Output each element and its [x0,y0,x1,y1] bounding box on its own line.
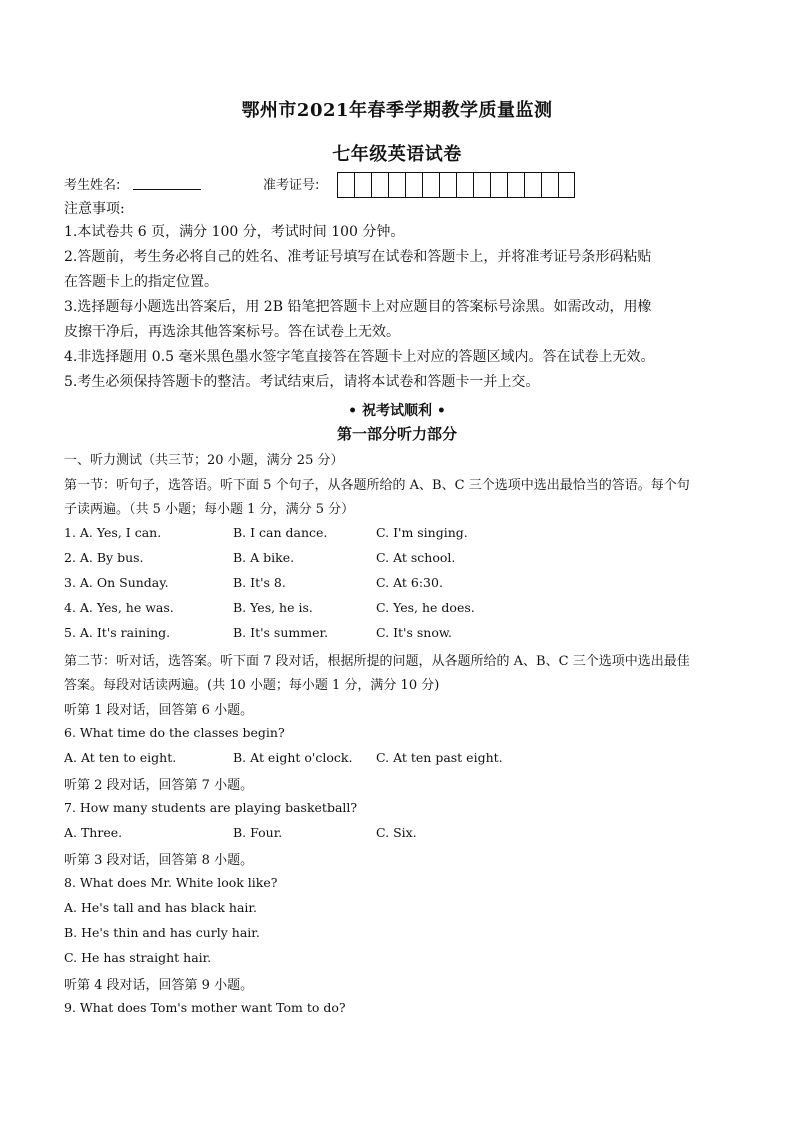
dialogue-3-prompt: 听第 3 段对话，回答第 8 小题。 [64,853,254,868]
question-6-option-a: A. At ten to eight. [64,750,177,765]
digit-box [524,172,541,198]
question-3-option-a: 3. A. On Sunday. [64,575,169,590]
question-4-option-c: C. Yes, he does. [376,600,475,615]
question-1-option-a: 1. A. Yes, I can. [64,525,162,540]
notice-heading: 注意事项: [64,201,125,217]
admission-number-boxes [337,172,575,198]
section-one-instructions-line-1: 第一节：听句子，选答语。听下面 5 个句子，从各题所给的 A、B、C 三个选项中选出最恰当的答语。每个句 [64,478,690,493]
dialogue-1-prompt: 听第 1 段对话，回答第 6 小题。 [64,703,254,718]
notice-item-3-line-2: 皮擦干净后，再选涂其他答案标号。答在试卷上无效。 [64,324,400,340]
question-8-option-a: A. He's tall and has black hair. [64,900,257,915]
question-2-option-a: 2. A. By bus. [64,550,144,565]
question-4-option-b: B. Yes, he is. [233,600,313,615]
digit-box [337,172,354,198]
notice-item-4: 4.非选择题用 0.5 毫米黑色墨水签字笔直接答在答题卡上对应的答题区域内。答在试卷上无效。 [64,349,655,365]
section-one-instructions-line-2: 子读两遍。（共 5 小题；每小题 1 分，满分 5 分） [64,502,355,517]
question-1-option-c: C. I'm singing. [376,525,468,540]
dialogue-4-prompt: 听第 4 段对话，回答第 9 小题。 [64,978,254,993]
question-4-option-a: 4. A. Yes, he was. [64,600,174,615]
dialogue-2-prompt: 听第 2 段对话，回答第 7 小题。 [64,778,254,793]
question-5-option-a: 5. A. It's raining. [64,625,171,640]
question-8-option-c: C. He has straight hair. [64,950,212,965]
good-luck-wish: • 祝考试顺利 • [348,403,446,419]
exam-subtitle: 七年级英语试卷 [332,144,462,165]
notice-item-1: 1.本试卷共 6 页，满分 100 分，考试时间 100 分钟。 [64,224,405,240]
notice-item-5: 5.考生必须保持答题卡的整洁。考试结束后，请将本试卷和答题卡一并上交。 [64,374,540,390]
question-9: 9. What does Tom's mother want Tom to do? [64,1000,346,1015]
question-3-option-b: B. It's 8. [233,575,286,590]
digit-box [456,172,473,198]
question-7: 7. How many students are playing basketball? [64,800,358,815]
question-8-option-b: B. He's thin and has curly hair. [64,925,260,940]
digit-box [558,172,575,198]
section-two-instructions-line-1: 第二节：听对话，选答案。听下面 7 段对话，根据所提的问题，从各题所给的 A、B、C 三个选项中选出最佳 [64,654,690,669]
notice-item-3-line-1: 3.选择题每小题选出答案后，用 2B 铅笔把答题卡上对应题目的答案标号涂黑。如需改动，用橡 [64,299,652,315]
notice-item-2-line-2: 在答题卡上的指定位置。 [64,274,218,290]
question-2-option-c: C. At school. [376,550,456,565]
digit-box [490,172,507,198]
question-6-option-b: B. At eight o'clock. [233,750,353,765]
question-3-option-c: C. At 6:30. [376,575,443,590]
notice-item-2-line-1: 2.答题前，考生务必将自己的姓名、准考证号填写在试卷和答题卡上，并将准考证号条形码粘贴 [64,249,652,265]
question-7-option-a: A. Three. [64,825,123,840]
exam-title: 鄂州市2021年春季学期教学质量监测 [241,100,553,121]
question-7-option-b: B. Four. [233,825,283,840]
digit-box [439,172,456,198]
candidate-name-blank [133,189,201,190]
digit-box [388,172,405,198]
question-7-option-c: C. Six. [376,825,417,840]
admission-number-label: 准考证号: [263,178,320,193]
digit-box [473,172,490,198]
question-2-option-b: B. A bike. [233,550,295,565]
question-1-option-b: B. I can dance. [233,525,328,540]
section-two-instructions-line-2: 答案。每段对话读两遍。(共 10 小题；每小题 1 分，满分 10 分) [64,678,440,693]
digit-box [354,172,371,198]
part-one-title: 第一部分听力部分 [336,425,457,443]
question-6-option-c: C. At ten past eight. [376,750,503,765]
question-6: 6. What time do the classes begin? [64,725,285,740]
digit-box [541,172,558,198]
digit-box [507,172,524,198]
question-5-option-b: B. It's summer. [233,625,329,640]
digit-box [422,172,439,198]
candidate-name-label: 考生姓名: [64,178,121,193]
question-5-option-c: C. It's snow. [376,625,453,640]
digit-box [371,172,388,198]
question-8: 8. What does Mr. White look like? [64,875,278,890]
digit-box [405,172,422,198]
listening-heading: 一、听力测试（共三节；20 小题，满分 25 分） [64,453,344,468]
